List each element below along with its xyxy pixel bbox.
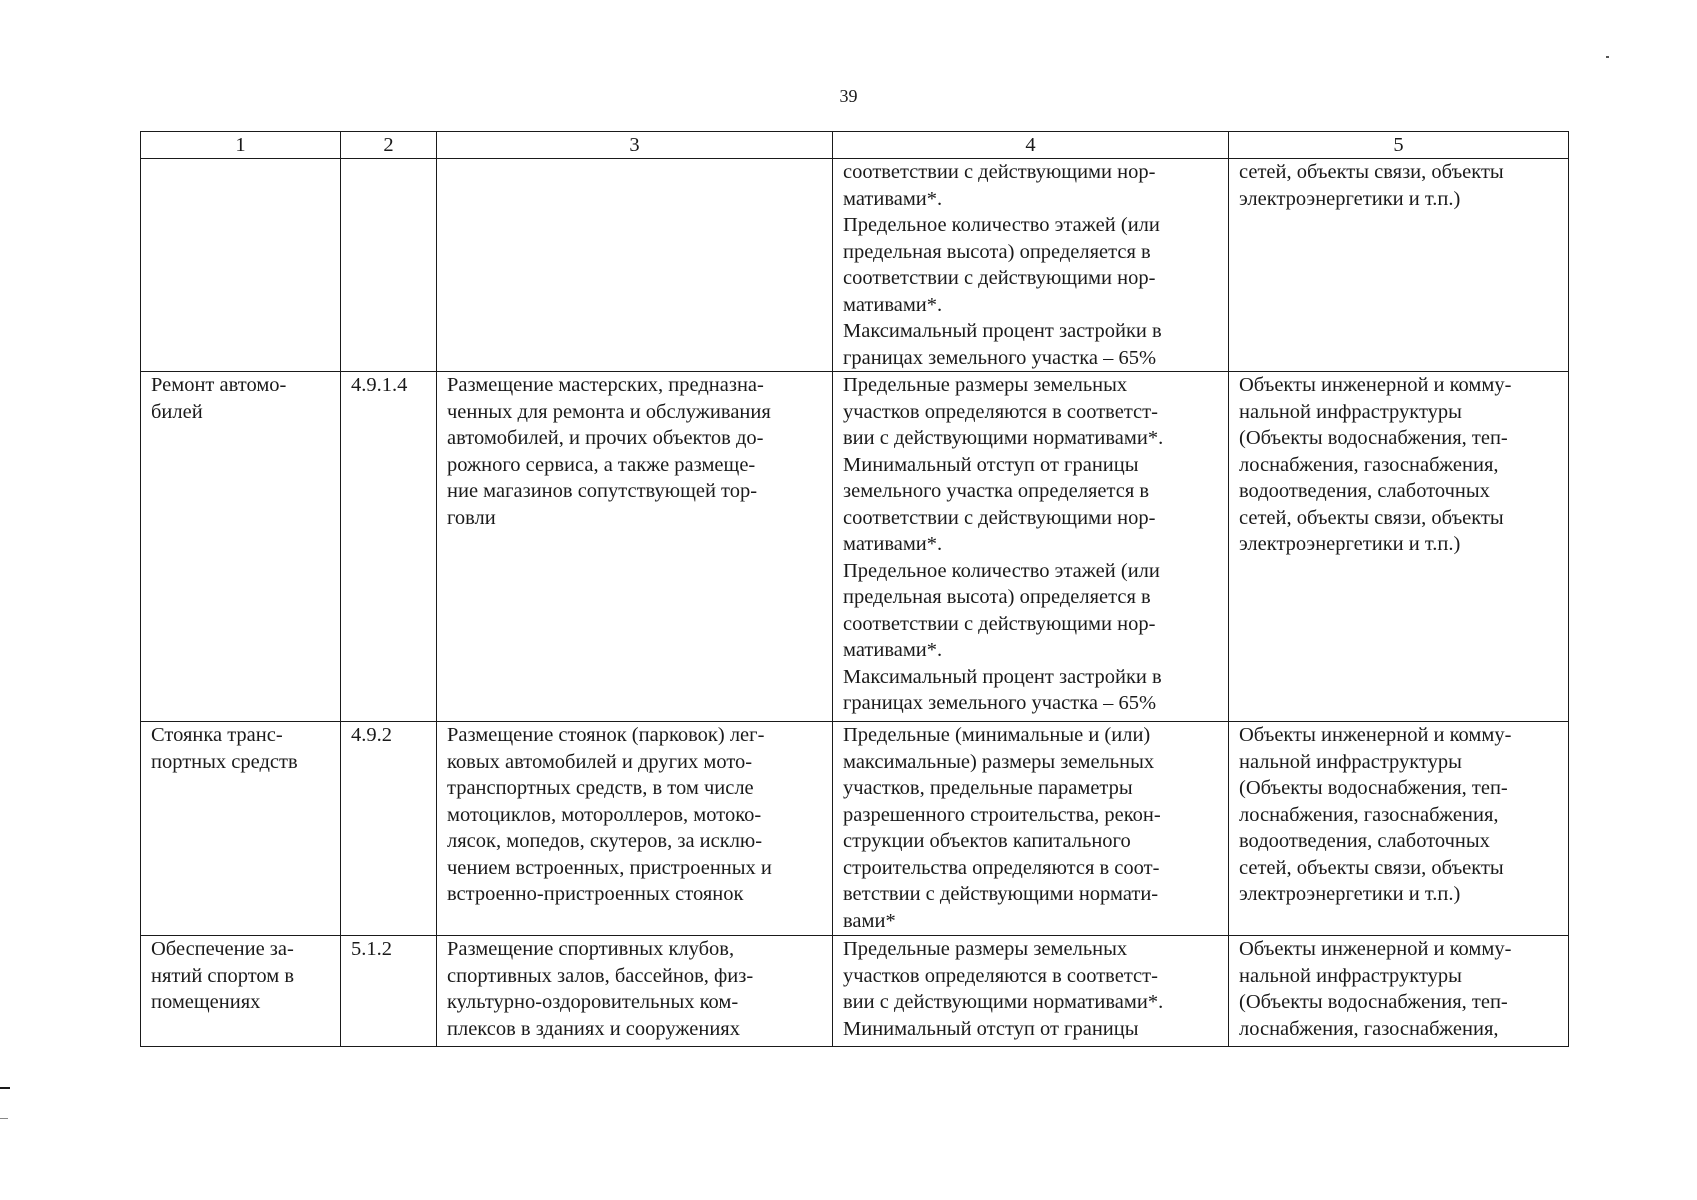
use-description: Размещение мастерских, предназна- ченных для ремонта и обслуживания автомобилей, и прочих объектов до- рожного сервиса, а также размеще- ние магазинов сопутствующей тор- говли: [447, 374, 771, 529]
auxiliary-uses-cell: [1229, 722, 1569, 936]
use-name-cell: [141, 372, 341, 722]
scan-speck: [1606, 56, 1609, 58]
auxiliary-uses-cell: [1229, 936, 1569, 1047]
auxiliary-uses-cell: [1229, 159, 1569, 372]
use-code-cell: [341, 936, 437, 1047]
header-col-1: 1: [141, 132, 341, 159]
header-col-2: 2: [341, 132, 437, 159]
header-col-4: 4: [833, 132, 1229, 159]
use-name: Ремонт автомо- билей: [151, 374, 287, 423]
table-row: [141, 936, 1569, 1047]
land-use-table-container: [140, 131, 1568, 1047]
table-row: [141, 372, 1569, 722]
auxiliary-uses-cell: [1229, 372, 1569, 722]
use-description: Размещение спортивных клубов, спортивных залов, бассейнов, физ- культурно-оздоровительных ком- плексов в зданиях и сооружениях: [447, 938, 754, 1040]
auxiliary-uses: Объекты инженерной и комму- нальной инфраструктуры (Объекты водоснабжения, теп- лоснабжения, газоснабжения, водоотведения, слаботочных сетей, объекты связи, объекты электроэнергетики и т.п.): [1239, 724, 1512, 905]
use-parameters-cell: [833, 372, 1229, 722]
use-name: Стоянка транс- портных средств: [151, 724, 298, 773]
auxiliary-uses: Объекты инженерной и комму- нальной инфраструктуры (Объекты водоснабжения, теп- лоснабжения, газоснабжения, водоотведения, слаботочных сетей, объекты связи, объекты электроэнергетики и т.п.): [1239, 374, 1512, 555]
use-code-cell: [341, 372, 437, 722]
use-code: 5.1.2: [351, 938, 392, 960]
scan-edge-mark: [0, 1087, 10, 1089]
use-parameters: Предельные (минимальные и (или) максимальные) размеры земельных участков, предельные параметры разрешенного строительства, рекон- струкции объектов капитального строительства определяются в соот- ветствии с действующими нормати- вами*: [843, 724, 1161, 932]
use-name-cell: [141, 722, 341, 936]
auxiliary-uses: Объекты инженерной и комму- нальной инфраструктуры (Объекты водоснабжения, теп- лоснабжения, газоснабжения,: [1239, 938, 1512, 1040]
table-row: [141, 722, 1569, 936]
use-parameters: Предельные размеры земельных участков определяются в соответст- вии с действующими нормативами*. Минимальный отступ от границы: [843, 938, 1164, 1040]
use-description-cell: [437, 159, 833, 372]
header-col-5: 5: [1229, 132, 1569, 159]
header-row: [141, 132, 1569, 159]
use-parameters: Предельные размеры земельных участков определяются в соответст- вии с действующими нормативами*. Минимальный отступ от границы земельного участка определяется в соответствии с действующими нор- мативами*. Предельное количество этажей (или предельная высота) определяется в соответствии с действующими нор- мативами*. Максимальный процент застройки в границах земельного участка – 65%: [843, 374, 1164, 714]
land-use-table: [140, 131, 1569, 1047]
use-parameters: соответствии с действующими нор- мативами*. Предельное количество этажей (или предельная высота) определяется в соответствии с действующими нор- мативами*. Максимальный процент застройки в границах земельного участка – 65%: [843, 161, 1162, 369]
use-parameters-cell: [833, 159, 1229, 372]
use-name: Обеспечение за- нятий спортом в помещениях: [151, 938, 295, 1013]
use-name-cell: [141, 936, 341, 1047]
header-col-3: 3: [437, 132, 833, 159]
scan-edge-mark: [0, 1118, 8, 1119]
use-parameters-cell: [833, 936, 1229, 1047]
use-description-cell: [437, 372, 833, 722]
page-number: 39: [839, 86, 858, 106]
use-code: 4.9.2: [351, 724, 392, 746]
use-code: 4.9.1.4: [351, 374, 408, 396]
use-name-cell: [141, 159, 341, 372]
auxiliary-uses: сетей, объекты связи, объекты электроэнергетики и т.п.): [1239, 161, 1504, 210]
use-description: Размещение стоянок (парковок) лег- ковых автомобилей и других мото- транспортных средств, в том числе мотоциклов, мотороллеров, мотоко- лясок, мопедов, скутеров, за исклю- чением встроенных, пристроенных и встроенно-пристроенных стоянок: [447, 724, 772, 905]
use-description-cell: [437, 722, 833, 936]
use-description-cell: [437, 936, 833, 1047]
use-code-cell: [341, 159, 437, 372]
table-row: [141, 159, 1569, 372]
use-parameters-cell: [833, 722, 1229, 936]
use-code-cell: [341, 722, 437, 936]
